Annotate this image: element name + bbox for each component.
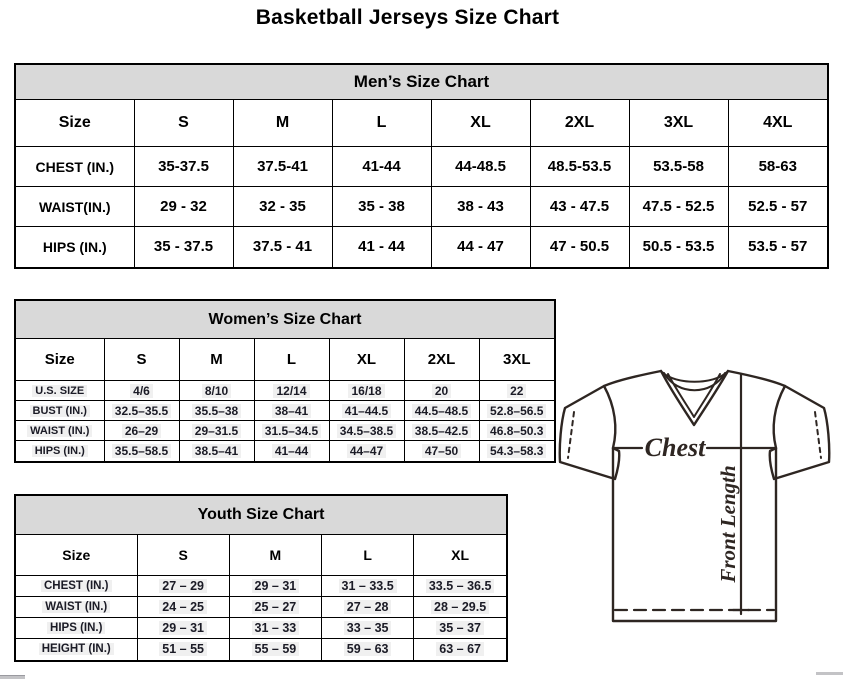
measurement-row xyxy=(16,227,827,267)
size-column-header: XL xyxy=(414,535,506,576)
size-value-cell: 50.5 - 53.5 xyxy=(629,227,728,267)
size-header-row xyxy=(16,339,554,381)
size-value-cell: 53.5-58 xyxy=(629,147,728,187)
size-value-cell: 53.5 - 57 xyxy=(728,227,827,267)
size-value-cell: 25 – 27 xyxy=(229,597,321,618)
measurement-row-label: CHEST (IN.) xyxy=(16,147,134,187)
mens-size-chart-section xyxy=(14,63,829,269)
measurement-row-label: U.S. SIZE xyxy=(16,381,104,401)
size-value-cell: 47–50 xyxy=(404,441,479,461)
size-value-cell: 27 – 29 xyxy=(137,576,229,597)
measurement-row-label: BUST (IN.) xyxy=(16,401,104,421)
measurement-row-label: HIPS (IN.) xyxy=(16,227,134,267)
size-value-cell: 28 – 29.5 xyxy=(414,597,506,618)
size-value-cell: 38.5–41 xyxy=(179,441,254,461)
size-value-cell: 35.5–58.5 xyxy=(104,441,179,461)
size-value-cell: 26–29 xyxy=(104,421,179,441)
hscrollbar-right-fragment[interactable] xyxy=(816,672,843,675)
size-value-cell: 38–41 xyxy=(254,401,329,421)
size-value-cell: 41–44 xyxy=(254,441,329,461)
size-value-cell: 20 xyxy=(404,381,479,401)
womens-chart-table xyxy=(16,339,554,461)
size-value-cell: 41–44.5 xyxy=(329,401,404,421)
size-column-header: L xyxy=(322,535,414,576)
size-value-cell: 52.5 - 57 xyxy=(728,187,827,227)
size-corner-header: Size xyxy=(16,339,104,381)
size-value-cell: 4/6 xyxy=(104,381,179,401)
size-value-cell: 41 - 44 xyxy=(332,227,431,267)
size-value-cell: 32.5–35.5 xyxy=(104,401,179,421)
measurement-row xyxy=(16,639,506,660)
size-value-cell: 8/10 xyxy=(179,381,254,401)
size-value-cell: 29 – 31 xyxy=(229,576,321,597)
size-column-header: L xyxy=(332,100,431,147)
size-value-cell: 38 - 43 xyxy=(431,187,530,227)
mens-chart-table xyxy=(16,100,827,267)
measurement-row xyxy=(16,147,827,187)
youth-chart-title: Youth Size Chart xyxy=(16,496,506,535)
size-value-cell: 33.5 – 36.5 xyxy=(414,576,506,597)
size-column-header: S xyxy=(104,339,179,381)
size-column-header: M xyxy=(179,339,254,381)
measurement-row xyxy=(16,441,554,461)
measurement-row xyxy=(16,381,554,401)
size-value-cell: 29–31.5 xyxy=(179,421,254,441)
size-value-cell: 31 – 33 xyxy=(229,618,321,639)
size-column-header: 2XL xyxy=(404,339,479,381)
measurement-row-label: HIPS (IN.) xyxy=(16,441,104,461)
size-value-cell: 51 – 55 xyxy=(137,639,229,660)
size-value-cell: 43 - 47.5 xyxy=(530,187,629,227)
size-value-cell: 44.5–48.5 xyxy=(404,401,479,421)
jersey-measurement-diagram xyxy=(558,358,840,626)
measurement-row xyxy=(16,618,506,639)
size-column-header: 3XL xyxy=(629,100,728,147)
size-column-header: XL xyxy=(431,100,530,147)
size-value-cell: 48.5-53.5 xyxy=(530,147,629,187)
youth-size-table-wrap xyxy=(16,535,506,660)
front-length-label: Front Length xyxy=(716,465,740,583)
measurement-row-label: CHEST (IN.) xyxy=(16,576,137,597)
size-column-header: XL xyxy=(329,339,404,381)
size-value-cell: 32 - 35 xyxy=(233,187,332,227)
size-value-cell: 27 – 28 xyxy=(322,597,414,618)
size-value-cell: 37.5-41 xyxy=(233,147,332,187)
size-header-row xyxy=(16,100,827,147)
size-value-cell: 24 – 25 xyxy=(137,597,229,618)
size-header-row xyxy=(16,535,506,576)
size-corner-header: Size xyxy=(16,100,134,147)
measurement-row xyxy=(16,187,827,227)
size-value-cell: 55 – 59 xyxy=(229,639,321,660)
mens-chart-title: Men’s Size Chart xyxy=(16,65,827,100)
size-value-cell: 35-37.5 xyxy=(134,147,233,187)
size-value-cell: 52.8–56.5 xyxy=(479,401,554,421)
size-value-cell: 35.5–38 xyxy=(179,401,254,421)
measurement-row xyxy=(16,401,554,421)
size-value-cell: 35 - 37.5 xyxy=(134,227,233,267)
size-corner-header: Size xyxy=(16,535,137,576)
size-value-cell: 44–47 xyxy=(329,441,404,461)
size-value-cell: 12/14 xyxy=(254,381,329,401)
youth-chart-table xyxy=(16,535,506,660)
measurement-row xyxy=(16,421,554,441)
size-value-cell: 29 - 32 xyxy=(134,187,233,227)
size-value-cell: 44-48.5 xyxy=(431,147,530,187)
size-value-cell: 63 – 67 xyxy=(414,639,506,660)
page-title: Basketball Jerseys Size Chart xyxy=(255,6,560,29)
jersey-outline-shape xyxy=(560,371,830,621)
size-value-cell: 38.5–42.5 xyxy=(404,421,479,441)
womens-size-table-wrap xyxy=(16,339,554,461)
size-column-header: M xyxy=(233,100,332,147)
size-value-cell: 35 - 38 xyxy=(332,187,431,227)
size-value-cell: 47 - 50.5 xyxy=(530,227,629,267)
measurement-row-label: HIPS (IN.) xyxy=(16,618,137,639)
measurement-row xyxy=(16,576,506,597)
size-value-cell: 34.5–38.5 xyxy=(329,421,404,441)
size-value-cell: 31.5–34.5 xyxy=(254,421,329,441)
size-column-header: 4XL xyxy=(728,100,827,147)
size-value-cell: 54.3–58.3 xyxy=(479,441,554,461)
size-value-cell: 22 xyxy=(479,381,554,401)
size-value-cell: 58-63 xyxy=(728,147,827,187)
size-column-header: L xyxy=(254,339,329,381)
size-value-cell: 44 - 47 xyxy=(431,227,530,267)
size-column-header: S xyxy=(137,535,229,576)
measurement-row-label: WAIST(IN.) xyxy=(16,187,134,227)
mens-size-table-wrap xyxy=(16,100,827,267)
measurement-row-label: HEIGHT (IN.) xyxy=(16,639,137,660)
youth-size-chart-section xyxy=(14,494,508,662)
size-value-cell: 31 – 33.5 xyxy=(322,576,414,597)
chest-label: Chest xyxy=(644,433,706,462)
measurement-row xyxy=(16,597,506,618)
womens-size-chart-section xyxy=(14,299,556,463)
size-column-header: M xyxy=(229,535,321,576)
womens-chart-title: Women’s Size Chart xyxy=(16,301,554,339)
size-value-cell: 41-44 xyxy=(332,147,431,187)
size-value-cell: 16/18 xyxy=(329,381,404,401)
measurement-row-label: WAIST (IN.) xyxy=(16,597,137,618)
measurement-row-label: WAIST (IN.) xyxy=(16,421,104,441)
size-value-cell: 37.5 - 41 xyxy=(233,227,332,267)
size-value-cell: 29 – 31 xyxy=(137,618,229,639)
size-value-cell: 59 – 63 xyxy=(322,639,414,660)
size-value-cell: 47.5 - 52.5 xyxy=(629,187,728,227)
size-value-cell: 35 – 37 xyxy=(414,618,506,639)
size-value-cell: 33 – 35 xyxy=(322,618,414,639)
size-column-header: 3XL xyxy=(479,339,554,381)
hscrollbar-thumb-fragment[interactable] xyxy=(0,675,25,679)
size-column-header: 2XL xyxy=(530,100,629,147)
size-column-header: S xyxy=(134,100,233,147)
size-value-cell: 46.8–50.3 xyxy=(479,421,554,441)
